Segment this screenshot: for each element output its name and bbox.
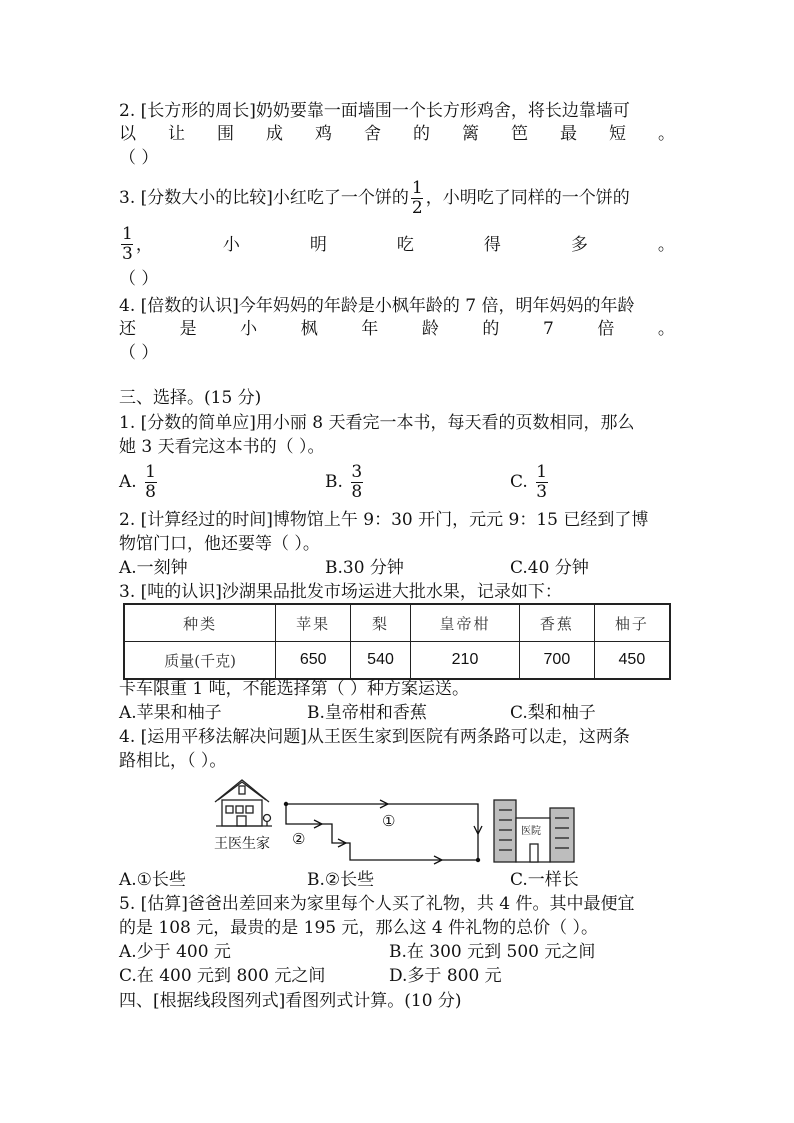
- line-char: 篱: [462, 124, 479, 144]
- q2-2-line1: 3. [分数大小的比较]小红吃了一个饼的 $\frac{1}{2}$ ，小明吃了同样的一个饼的: [119, 178, 630, 218]
- q3-2-line2: 物馆门口，他还要等（ ）。: [119, 534, 320, 554]
- line-char: 得: [483, 235, 501, 255]
- q3-2-option-c: C.40 分钟: [510, 558, 589, 578]
- home-label: 王医生家: [214, 836, 270, 852]
- house-icon: [215, 780, 272, 826]
- table-header: 种类: [124, 604, 276, 642]
- line-char: 多: [570, 235, 588, 255]
- line-char: 还: [119, 319, 136, 339]
- q2-3-line2: [119, 317, 675, 341]
- table-header: 柚子: [594, 604, 670, 642]
- line-char: 舍: [364, 124, 381, 144]
- answer-paren: （ ）: [119, 269, 159, 289]
- line-char: 以: [119, 124, 136, 144]
- line-char: 围: [217, 124, 234, 144]
- q3-2-option-a: A.一刻钟: [119, 558, 188, 578]
- section4-heading: 四、[根据线段图列式]看图列式计算。(10 分): [119, 991, 462, 1011]
- route-1-label: ①: [382, 812, 396, 830]
- q3-2-line1: 2. [计算经过的时间]博物馆上午 9：30 开门，元元 9：15 已经到了博: [119, 510, 649, 530]
- route-1-path: [286, 800, 482, 860]
- q3-2-option-b: B.30 分钟: [325, 558, 404, 578]
- line-char: 倍: [597, 319, 615, 339]
- line-char: 龄: [421, 319, 439, 339]
- line-char: 。: [658, 124, 675, 144]
- q3-3-line1: 3. [吨的认识]沙湖果品批发市场运进大批水果，记录如下：: [119, 582, 562, 602]
- line-char: 成: [266, 124, 283, 144]
- q2-3-line1: 4. [倍数的认识]今年妈妈的年龄是小枫年龄的 7 倍，明年妈妈的年龄: [119, 296, 635, 316]
- q3-3-line2: 卡车限重 1 吨，不能选择第（ ）种方案运送。: [119, 679, 470, 699]
- q3-3-option-b: B.皇帝柑和香蕉: [307, 703, 427, 723]
- line-char: 。: [657, 235, 675, 255]
- table-cell: 450: [594, 642, 670, 680]
- q3-1-option-a: A. $\frac{1}{8}$: [119, 462, 156, 502]
- fruit-table: [123, 603, 671, 680]
- q3-5-option-d: D.多于 800 元: [389, 966, 502, 986]
- table-cell: 210: [411, 642, 520, 680]
- q3-4-option-a: A.①长些: [119, 870, 186, 890]
- q3-1-option-c: C. $\frac{1}{3}$: [510, 462, 548, 502]
- q3-4-line1: 4. [运用平移法解决问题]从王医生家到医院有两条路可以走，这两条: [119, 727, 630, 747]
- q2-1-line1: 2. [长方形的周长]奶奶要靠一面墙围一个长方形鸡舍，将长边靠墙可: [119, 101, 630, 121]
- q3-4-line2: 路相比，（ ）。: [119, 751, 227, 771]
- route-2-label: ②: [292, 830, 306, 848]
- line-char: 笆: [511, 124, 528, 144]
- line-char: 小: [240, 319, 258, 339]
- table-cell: 650: [276, 642, 351, 680]
- table-cell: 700: [520, 642, 595, 680]
- q3-1-option-b: B. $\frac{3}{8}$: [325, 462, 363, 502]
- q3-5-option-b: B.在 300 元到 500 元之间: [389, 942, 596, 962]
- line-char: 的: [413, 124, 430, 144]
- q3-1-line2: 她 3 天看完这本书的（ ）。: [119, 437, 325, 457]
- q2-2-line2: [119, 225, 675, 265]
- q3-4-option-b: B.②长些: [307, 870, 375, 890]
- line-char: ，: [135, 235, 153, 255]
- line-char: 短: [609, 124, 626, 144]
- line-char: 的: [482, 319, 500, 339]
- q3-3-option-a: A.苹果和柚子: [119, 703, 222, 723]
- line-char: 最: [560, 124, 577, 144]
- table-row: [124, 642, 670, 680]
- line-char: 让: [168, 124, 185, 144]
- line-char: 枫: [300, 319, 318, 339]
- fraction-one-half: $\frac{1}{2}$: [411, 178, 423, 218]
- hospital-label: 医院: [521, 826, 541, 837]
- q2-1-line2: [119, 122, 675, 146]
- table-header: 苹果: [276, 604, 351, 642]
- q3-1-line1: 1. [分数的简单应]用小丽 8 天看完一本书，每天看的页数相同，那么: [119, 413, 635, 433]
- table-header: 梨: [351, 604, 411, 642]
- route-figure: [212, 778, 592, 870]
- fraction-one-third: $\frac{1}{3}$: [122, 224, 133, 264]
- table-header: 香蕉: [520, 604, 595, 642]
- line-char: 鸡: [315, 124, 332, 144]
- section3-heading: 三、选择。(15 分): [119, 388, 262, 408]
- line-char: 明: [309, 235, 327, 255]
- line-char: 是: [179, 319, 197, 339]
- line-char: 年: [361, 319, 379, 339]
- table-cell: 540: [351, 642, 411, 680]
- q3-5-option-a: A.少于 400 元: [119, 942, 231, 962]
- q3-5-line1: 5. [估算]爸爸出差回来为家里每个人买了礼物，共 4 件。其中最便宜: [119, 894, 635, 914]
- line-char: 吃: [396, 235, 414, 255]
- q3-5-line2: 的是 108 元，最贵的是 195 元，那么这 4 件礼物的总价（ ）。: [119, 918, 599, 938]
- answer-paren: （ ）: [119, 343, 159, 363]
- line-char: 小: [222, 235, 240, 255]
- table-header: 皇帝柑: [411, 604, 520, 642]
- line-char: 。: [657, 319, 675, 339]
- table-row-label: 质量(千克): [124, 642, 276, 680]
- q3-3-option-c: C.梨和柚子: [510, 703, 596, 723]
- q3-5-option-c: C.在 400 元到 800 元之间: [119, 966, 326, 986]
- table-row: [124, 604, 670, 642]
- line-char: 7: [542, 319, 554, 339]
- answer-paren: （ ）: [119, 148, 159, 168]
- q3-4-option-c: C.一样长: [510, 870, 579, 890]
